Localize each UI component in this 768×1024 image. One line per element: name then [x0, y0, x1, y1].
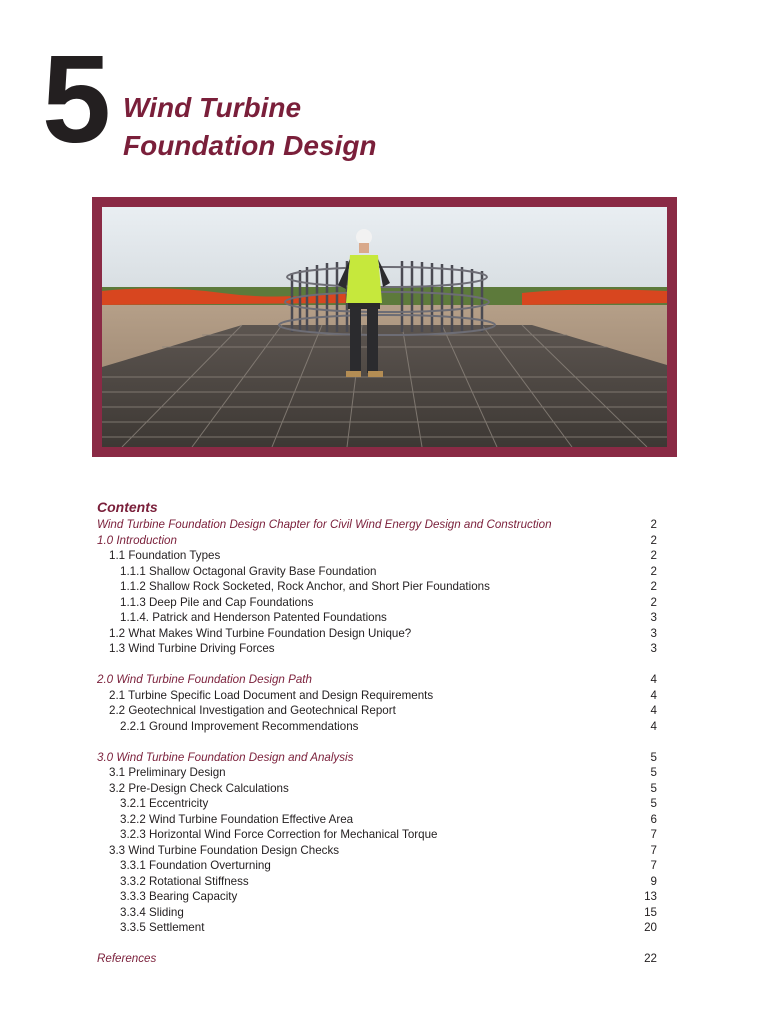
- toc-entry-label: References: [97, 952, 157, 965]
- toc-entry-label: 1.3 Wind Turbine Driving Forces: [109, 642, 275, 655]
- toc-entry[interactable]: [97, 533, 657, 549]
- chapter-title-line-2: Foundation Design: [123, 130, 377, 161]
- toc-entry-page: 4: [650, 688, 657, 702]
- toc-entry[interactable]: [97, 719, 657, 735]
- toc-entry-page: 4: [650, 673, 657, 686]
- toc-entry-page: 4: [650, 704, 657, 717]
- toc-entry-label: 3.3.4 Sliding: [120, 905, 184, 919]
- toc-entry-label: 3.3.1 Foundation Overturning: [120, 859, 271, 872]
- toc-entry-page: 3: [650, 642, 657, 655]
- toc-entry-label: 3.3.5 Settlement: [120, 921, 205, 934]
- toc-entry-label: 1.1.4. Patrick and Henderson Patented Foundations: [120, 611, 387, 624]
- photo-frame: [92, 197, 677, 457]
- toc-entry-page: 5: [650, 797, 657, 810]
- chapter-number: 5: [42, 31, 105, 169]
- toc-entry-label: 1.1 Foundation Types: [109, 549, 221, 562]
- toc-entry[interactable]: [97, 688, 657, 704]
- toc-entry[interactable]: [97, 626, 657, 642]
- toc-entry-label: 3.2.3 Horizontal Wind Force Correction for Mechanical Torque: [120, 828, 438, 841]
- toc-entry-label: 2.2 Geotechnical Investigation and Geotechnical Report: [109, 704, 396, 717]
- toc-entry-page: 2: [650, 564, 657, 578]
- toc-entry-label: 3.3.3 Bearing Capacity: [120, 890, 238, 903]
- toc-entry-page: 2: [650, 549, 657, 562]
- toc-entry[interactable]: [97, 889, 657, 905]
- toc-entry-label: 1.1.1 Shallow Octagonal Gravity Base Foundation: [120, 564, 377, 578]
- toc-entry-label: 1.1.2 Shallow Rock Socketed, Rock Anchor, and Short Pier Foundations: [120, 580, 490, 593]
- toc-entry-page: 7: [650, 843, 657, 857]
- table-of-contents: [97, 497, 657, 967]
- toc-entry-label: 1.0 Introduction: [97, 533, 177, 547]
- toc-entry-page: 6: [650, 812, 657, 826]
- toc-entry-label: 2.1 Turbine Specific Load Document and Design Requirements: [109, 688, 434, 702]
- toc-entry[interactable]: [97, 920, 657, 936]
- toc-entry-label: 3.3 Wind Turbine Foundation Design Checks: [109, 843, 340, 857]
- toc-entry-label: 2.2.1 Ground Improvement Recommendations: [120, 719, 359, 733]
- toc-entry[interactable]: [97, 672, 657, 688]
- toc-entry-page: 7: [650, 828, 657, 841]
- toc-entry[interactable]: [97, 765, 657, 781]
- toc-spacer: [97, 657, 657, 673]
- toc-entry[interactable]: [97, 796, 657, 812]
- toc-entry[interactable]: [97, 858, 657, 874]
- foundation-rebar-photo: [102, 207, 667, 447]
- toc-entry-page: 2: [650, 518, 657, 531]
- toc-entry-page: 22: [644, 952, 657, 965]
- toc-entry-page: 20: [644, 921, 657, 934]
- toc-entry-page: 13: [644, 890, 657, 903]
- toc-entry[interactable]: [97, 781, 657, 797]
- toc-entry[interactable]: [97, 827, 657, 843]
- toc-spacer: [97, 936, 657, 952]
- chapter-title: [123, 89, 377, 165]
- toc-entry-page: 2: [650, 595, 657, 609]
- toc-entry-page: 5: [650, 781, 657, 795]
- toc-entry-page: 15: [644, 905, 657, 919]
- toc-entry-label: 3.2 Pre-Design Check Calculations: [109, 781, 289, 795]
- toc-entry-page: 5: [650, 766, 657, 779]
- toc-entry[interactable]: [97, 564, 657, 580]
- toc-entry-page: 2: [650, 533, 657, 547]
- toc-entry-page: 7: [650, 859, 657, 872]
- toc-entry-page: 9: [650, 874, 657, 888]
- toc-entry[interactable]: [97, 951, 657, 967]
- toc-entry[interactable]: [97, 548, 657, 564]
- toc-entry-page: 3: [650, 626, 657, 640]
- toc-entry-page: 4: [650, 719, 657, 733]
- chapter-title-line-1: Wind Turbine: [123, 92, 302, 123]
- toc-entry-label: 1.1.3 Deep Pile and Cap Foundations: [120, 595, 314, 609]
- toc-entry-page: 2: [650, 580, 657, 593]
- toc-entry[interactable]: [97, 595, 657, 611]
- toc-entry[interactable]: [97, 703, 657, 719]
- toc-heading: Contents: [97, 499, 158, 515]
- toc-entry[interactable]: [97, 812, 657, 828]
- toc-entry-label: Wind Turbine Foundation Design Chapter for Civil Wind Energy Design and Construction: [97, 518, 552, 531]
- toc-entry-label: 3.2.1 Eccentricity: [120, 797, 209, 810]
- toc-entry[interactable]: [97, 905, 657, 921]
- toc-entry-page: 3: [650, 611, 657, 624]
- toc-entry-page: 5: [650, 750, 657, 764]
- toc-entry-label: 3.0 Wind Turbine Foundation Design and Analysis: [97, 750, 354, 764]
- toc-entry[interactable]: [97, 843, 657, 859]
- toc-entry[interactable]: [97, 517, 657, 533]
- toc-entry[interactable]: [97, 750, 657, 766]
- toc-entry[interactable]: [97, 610, 657, 626]
- toc-entry-label: 3.1 Preliminary Design: [109, 766, 226, 779]
- toc-entry-label: 3.3.2 Rotational Stiffness: [120, 874, 249, 888]
- toc-spacer: [97, 734, 657, 750]
- toc-entry[interactable]: [97, 641, 657, 657]
- toc-entry-label: 3.2.2 Wind Turbine Foundation Effective Area: [120, 812, 354, 826]
- toc-entry-label: 2.0 Wind Turbine Foundation Design Path: [97, 673, 312, 686]
- toc-entry[interactable]: [97, 874, 657, 890]
- toc-entry-label: 1.2 What Makes Wind Turbine Foundation Design Unique?: [109, 626, 412, 640]
- toc-entry[interactable]: [97, 579, 657, 595]
